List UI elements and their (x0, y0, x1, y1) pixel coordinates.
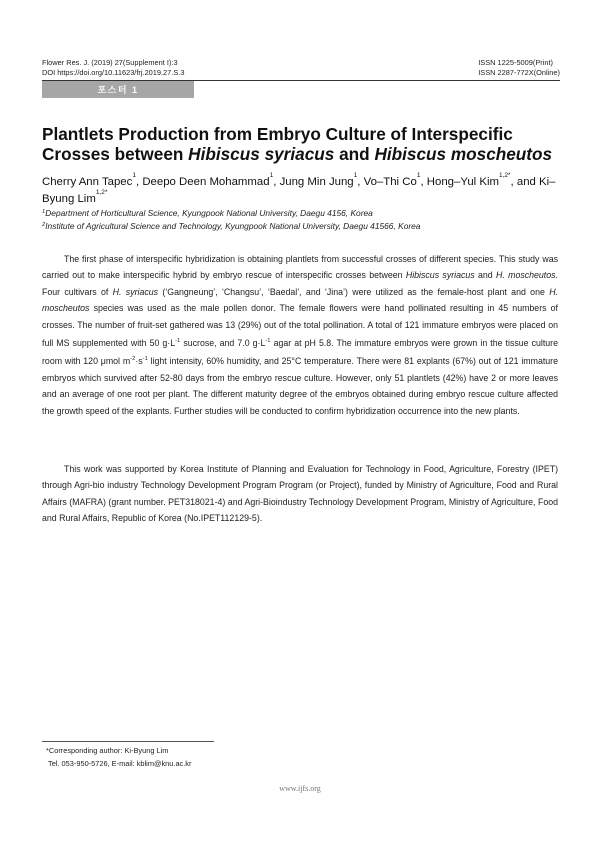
author-name: Hong–Yul Kim (426, 176, 499, 188)
species-name: H. moscheutos (496, 270, 556, 281)
abstract-text: (‘Gangneung’, ‘Changsu’, ‘Baedal’, and ‘Jina’) were utilized as the female-host plant and one (158, 286, 550, 297)
author-name: Deepo Deen Mohammad (142, 176, 270, 188)
author-sep: , (420, 176, 427, 188)
issn-block (478, 58, 560, 78)
abstract-text: . Four cultivars of (42, 270, 558, 297)
abstract-paragraph (42, 251, 558, 419)
poster-badge: 포스터 1 (42, 81, 194, 98)
affiliations (42, 207, 562, 233)
contact-info: Tel. 053-950-5726, E-mail: kblim@knu.ac.kr (48, 758, 192, 768)
species-name: Hibiscus syriacus (405, 270, 475, 281)
unit-exponent: -1 (265, 338, 271, 345)
author-affil-sup: 1,2* (95, 189, 108, 196)
journal-citation: Flower Res. J. (2019) 27(Supplement I):3 (42, 58, 178, 67)
issn-online: ISSN 2287-772X(Online) (478, 68, 560, 77)
author-sep: , (357, 176, 364, 188)
affiliation-text: Institute of Agricultural Science and Technology, Kyungpook National University, Daegu 41566, Korea (45, 221, 421, 231)
title-species-1: Hibiscus syriacus (188, 144, 335, 164)
author-sep: , and (510, 176, 540, 188)
affiliation-sup: 1 (42, 209, 46, 215)
affiliation-1 (42, 207, 562, 220)
author-list (42, 174, 562, 208)
author-name: Cherry Ann Tapec (42, 176, 133, 188)
title-text: Plantlets Production from Embryo Culture of Interspecific Crosses between (42, 124, 513, 164)
author-name: Ki–Byung Lim (42, 176, 556, 205)
footnote-divider (42, 741, 214, 742)
title-species-2: Hibiscus moscheutos (374, 144, 553, 164)
title-and: and (334, 144, 375, 164)
abstract-text: species was used as the male pollen donor. The female flowers were hand pollinated resulting in 45 numbers of crosses. The number of fruit-set gathered was 13 (29%) out of the total pollination. A total of 121 immature embryos were placed on full MS supplemented with 50 g·L (42, 303, 558, 348)
affiliation-2 (42, 220, 562, 233)
paper-title (42, 124, 562, 164)
author-affil-sup: 1,2* (498, 172, 511, 179)
acknowledgement-paragraph: This work was supported by Korea Institute of Planning and Evaluation for Technology in Food, Agriculture, Forestry (IPET) through Agri-bio industry Technology Development Program Program (or Project), funded by Ministry of Agriculture, Food and Rural Affairs (MAFRA) (grant number. PET318021-4) and Agri-Bioindustry Technology Development Program, Ministry of Agriculture, Food and Rural Affairs, Republic of Korea (No.IPET112129-5). (42, 464, 558, 524)
doi-link[interactable]: DOI https://doi.org/10.11623/frj.2019.27.S.3 (42, 68, 185, 77)
unit-exponent: -1 (175, 338, 181, 345)
abstract-text: sucrose, and 7.0 g·L (180, 337, 266, 348)
journal-website[interactable]: www.ijfs.org (279, 784, 321, 793)
unit-exponent: -1 (142, 356, 148, 363)
unit-exponent: -2 (130, 356, 136, 363)
abstract-text: ·s (135, 356, 143, 367)
issn-print: ISSN 1225-5009(Print) (478, 58, 553, 67)
corresponding-author-footnote (46, 745, 191, 770)
author-sep: , (135, 176, 143, 188)
author-affil-sup: 1 (269, 172, 274, 179)
author-affil-sup: 1 (353, 172, 358, 179)
author-sep: , (273, 176, 280, 188)
species-name: H. moscheutos (42, 286, 558, 314)
author-name: Vo–Thi Co (363, 176, 417, 188)
author-affil-sup: 1 (416, 172, 421, 179)
author-name: Jung Min Jung (279, 176, 354, 188)
journal-header (42, 58, 184, 78)
affiliation-text: Department of Horticultural Science, Kyungpook National University, Daegu 4156, Korea (45, 208, 373, 218)
abstract-text: The first phase of interspecific hybridization is obtaining plantlets from successful crosses of different species. This study was carried out to make interspecific hybrid by embryo rescue of interspecific crosses between (42, 254, 558, 281)
species-name: H. syriacus (112, 286, 159, 297)
corresponding-author: *Corresponding author: Ki-Byung Lim (46, 746, 169, 755)
author-affil-sup: 1 (132, 172, 136, 179)
affiliation-sup: 2 (42, 222, 46, 228)
abstract-text: and (474, 270, 496, 281)
abstract-text: light intensity, 60% humidity, and 25°C temperature. There were 81 explants (67%) out of 121 immature embryos which survived after 52-80 days from the embryo rescue culture. However, only 51 plantlets (42%) have 2 or more leaves and an average of one root per plant. The different maturity degree of the embryos obtained during embryo rescue culture affected the growth speed of the explants. Further studies will be conducted to confirm hybridization occurrence into the new plants. (42, 356, 558, 416)
abstract-text: agar at pH 5.8. The immature embryos were grown in the tissue culture room with 120 μmol m (42, 337, 558, 367)
